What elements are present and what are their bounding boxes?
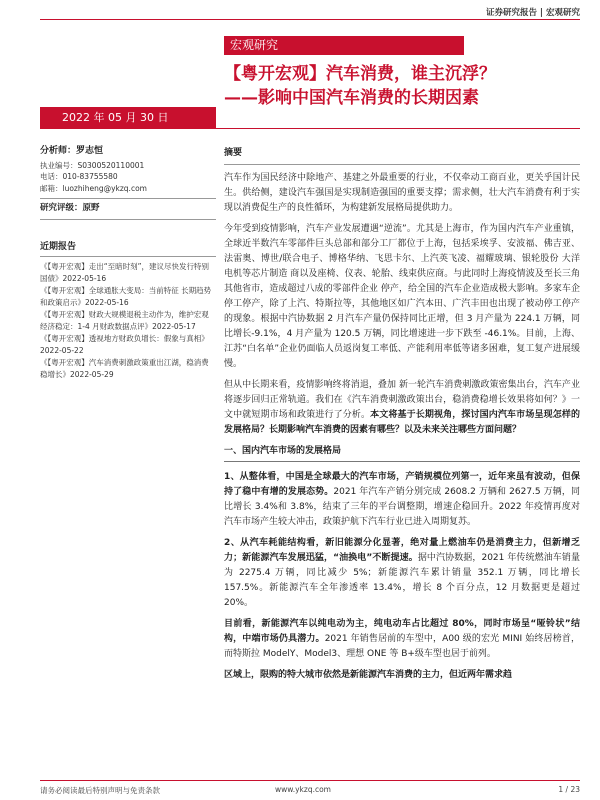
section-heading: 一、国内汽车市场的发展格局	[224, 446, 342, 456]
analyst-name: 分析师：罗志恒	[40, 146, 104, 156]
report-date: 2022 年 05 月 30 日	[40, 107, 216, 128]
paragraph-bold-text: 目前看，新能源汽车以纯电动为主，纯电动车占比超过 80%，同时市场呈“哑铃状”结构，中端市场仍具潜力。	[224, 619, 580, 644]
page-number: 1 / 23	[558, 785, 580, 794]
analyst-email[interactable]: 邮箱：luozhiheng@ykzq.com	[40, 183, 147, 193]
paragraph-bold-text: 1、从整体看，中国是全球最大的汽车市场，产销规模位列第一，近年来虽有波动，但保持了稳中有增的发展态势。	[224, 472, 580, 497]
recent-report-link[interactable]: 《【粤开宏观】财政大规模退税主动作为，维护宏观经济稳定：1-4 月财政数据点评》2022-05-17	[40, 310, 209, 331]
paragraph	[224, 470, 580, 530]
analyst-phone: 电话：010-83755580	[40, 172, 118, 181]
paragraph-bold-text: 2、从汽车耗能结构看，新旧能源分化显著，绝对量上燃油车仍是消费主力，但新增乏力；新能源汽车发展迅猛，“油换电”不断提速。	[224, 538, 580, 563]
title-line-1: 【粤开宏观】汽车消费，谁主沉浮？	[224, 64, 496, 84]
header-label: 证券研究报告 | 宏观研究	[485, 8, 580, 18]
recent-reports-rule	[40, 256, 216, 257]
recent-report-link[interactable]: 《【粤开宏观】走出“至暗时刻”，建议尽快发行特别国债》2022-05-16	[40, 262, 210, 283]
sidebar	[40, 146, 216, 381]
section-tag: 宏观研究	[224, 36, 464, 55]
paragraph	[224, 536, 580, 611]
sidebar-divider	[40, 219, 216, 220]
title-line-2: ——影响中国汽车消费的长期因素	[224, 88, 479, 108]
paragraph	[224, 617, 580, 662]
paragraph: 区域上，限购的特大城市依然是新能源汽车消费的主力，但近两年需求趋	[224, 670, 513, 680]
main-content	[224, 146, 580, 689]
footer-rule	[40, 780, 580, 781]
paragraph-text: 但从中长期来看，疫情影响终将消退，叠加 新一轮汽车消费刺激政策密集出台，汽车产业将逐步回归正常轨道。我们在《汽车消费刺激政策出台，稳消费稳增长效果将如何？》一文中就短期市场和政策进行了分析。	[224, 380, 580, 420]
abstract-rule	[224, 164, 580, 165]
section-rule	[224, 461, 580, 462]
disclaimer-note: 请务必阅读最后特别声明与免责条款	[40, 786, 160, 795]
paragraph: 汽车作为国民经济中除地产、基建之外最重要的行业，不仅牵动工商百业，更关乎国计民生。供给侧，建设汽车强国是实现制造强国的重要支撑；需求侧，壮大汽车消费有利于实现以消费促生产的良性循环，为构建新发展格局提供助力。	[224, 173, 580, 213]
sidebar-divider	[40, 198, 216, 199]
paragraph: 今年受到疫情影响，汽车产业发展遭遇“逆流”。尤其是上海市，作为国内汽车产业重镇，全球近半数汽车零部件巨头总部和部分工厂都位于上海，包括采埃孚、安波福、佛吉亚、法雷奥、博世/联合电子、博格华纳、飞思卡尔、上汽英飞凌、福耀玻璃、银轮股份 大洋电机等芯片制造 商以及座椅、仪表、轮胎、线束供应商。与此同时上海疫情波及至长三角其他省市，造成超过八成的零部件企业 停产，给全国的汽车企业造成极大影响。多家车企停工停产，除了上汽、特斯拉等，其他地区如广汽本田、广汽丰田也出现了被动停工停产的现象。根据中汽协数据 2 月汽车产量仍保持同比正增，但 3 月产量为 224.1 万辆，同比增长-9.1%，4 月产量为 120.5 万辆，同比增速进一步下跌至 -46.1%。目前，上海、江苏“白名单”企业仍面临人员返岗复工率低、产能利用率低等诸多困难，复工复产进展缓慢。	[224, 224, 580, 369]
paragraph	[224, 378, 580, 438]
paragraph-text: 据中汽协数据，2021 年传统燃油车销量为 2275.4 万辆，同比减少 5%；新能源汽车累计销量 352.1 万辆，同比增长 157.5%。新能源汽车全年渗透率 13.4%，增长 8 个百分点，12 月数据更是超过 20%。	[224, 553, 580, 608]
paragraph-text: 2021 年汽车产销分别完成 2608.2 万辆和 2627.5 万辆，同比增长 3.4%和 3.8%，结束了三年的平台调整期，增速企稳回升。2022 年疫情再度对汽车市场产生较大冲击，政策护航下汽车行业已进入周期复苏。	[224, 487, 580, 527]
research-rating: 研究评级：原野	[40, 203, 100, 213]
analyst-cert: 执业编号：S0300520110001	[40, 160, 145, 170]
recent-report-link[interactable]: 《【粤开宏观】全球通胀大变局：当前特征 长期趋势和政策启示》2022-05-16	[40, 286, 212, 307]
abstract-heading: 摘要	[224, 148, 243, 158]
recent-reports-title: 近期报告	[40, 241, 77, 252]
report-title	[224, 62, 580, 110]
paragraph-text: 2021 年销售居前的车型中，A00 级的宏光 MINI 始终居榜首，而特斯拉 ModelY、Model3、理想 ONE 等 B+级车型也居于前列。	[224, 634, 580, 659]
website-link[interactable]: www.ykzq.com	[275, 785, 331, 794]
header-rule	[40, 19, 580, 20]
date-rule	[40, 128, 580, 129]
recent-report-link[interactable]: 《【粤开宏观】汽车消费刺激政策重出江湖，稳消费稳增长》2022-05-29	[40, 358, 209, 379]
paragraph-bold-text: 本文将基于长期视角，探讨国内汽车市场呈现怎样的发展格局？长期影响汽车消费的因素有哪些？以及未来关注哪些方面问题？	[224, 410, 580, 435]
recent-report-link[interactable]: 《【粤开宏观】透视地方财政负增长：假象与真相》2022-05-22	[40, 334, 209, 355]
